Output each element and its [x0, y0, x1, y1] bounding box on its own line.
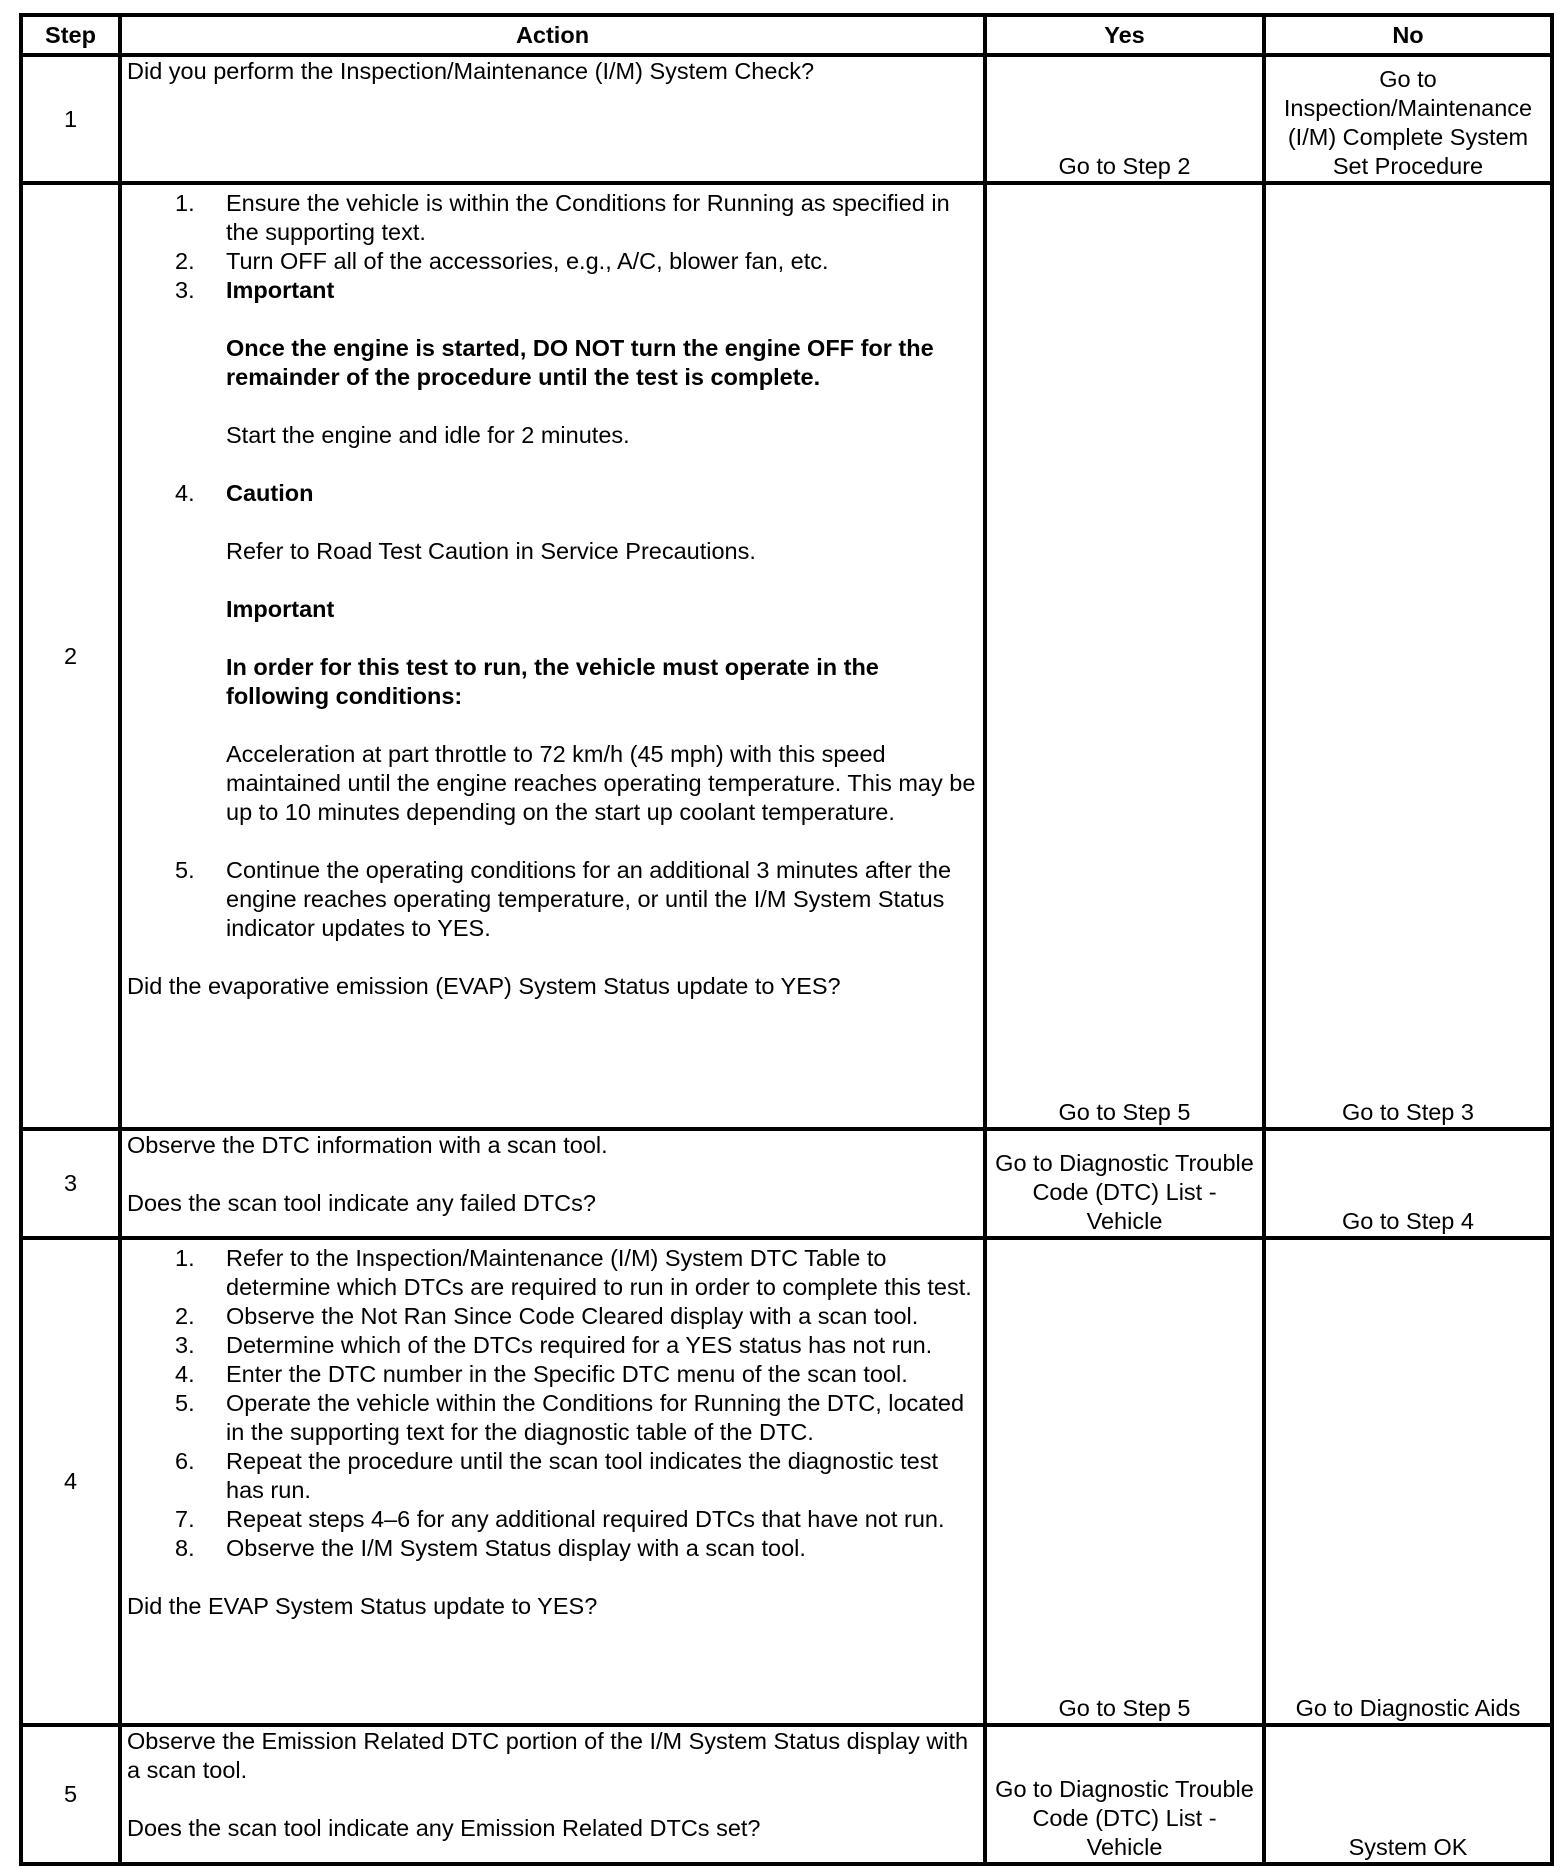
item-text: Determine which of the DTCs required for a YES status has not run. [226, 1332, 933, 1358]
item-number: 2. [175, 1303, 195, 1329]
yes-cell: Go to Step 5 [985, 1238, 1264, 1725]
step-number: 5 [21, 1725, 120, 1864]
item-number: 1. [175, 190, 195, 216]
item-number: 3. [175, 1332, 195, 1358]
important-note: Once the engine is started, DO NOT turn the engine OFF for the remainder of the procedure until the test is complete. [226, 335, 934, 390]
table-row-step-1 [21, 55, 1552, 183]
yes-cell: Go to Diagnostic Trouble Code (DTC) List - Vehicle [985, 1129, 1264, 1238]
item-number: 6. [175, 1448, 195, 1474]
list-item [127, 247, 978, 276]
item-number: 4. [175, 1361, 195, 1387]
list-item [127, 1244, 978, 1302]
action-cell [120, 1725, 985, 1864]
item-text: Turn OFF all of the accessories, e.g., A/C, blower fan, etc. [226, 248, 829, 274]
item-number: 7. [175, 1506, 195, 1532]
item-text: Repeat steps 4–6 for any additional required DTCs that have not run. [226, 1506, 945, 1532]
table-row-step-2 [21, 183, 1552, 1129]
table-row-step-5 [21, 1725, 1552, 1864]
item-number: 4. [175, 480, 195, 506]
item-text: Start the engine and idle for 2 minutes. [226, 422, 630, 448]
item-text: Observe the I/M System Status display with a scan tool. [226, 1535, 806, 1561]
question-text: Did the evaporative emission (EVAP) System Status update to YES? [127, 973, 841, 999]
yes-cell: Go to Step 5 [985, 183, 1264, 1129]
item-text: Ensure the vehicle is within the Conditions for Running as specified in the supporting text. [226, 190, 950, 245]
list-item [127, 856, 978, 943]
list-item [127, 1505, 978, 1534]
important-heading: Important [226, 277, 335, 303]
item-number: 1. [175, 1245, 195, 1271]
list-item [127, 189, 978, 247]
action-cell [120, 183, 985, 1129]
item-number: 5. [175, 857, 195, 883]
item-text: Continue the operating conditions for an additional 3 minutes after the engine reaches operating temperature, or until the I/M System Status indicator updates to YES. [226, 857, 952, 941]
item-text: Enter the DTC number in the Specific DTC menu of the scan tool. [226, 1361, 908, 1387]
diagnostic-table-container [19, 13, 1554, 1866]
list-item [127, 1534, 978, 1563]
important-heading: Important [226, 596, 335, 622]
item-text: Observe the Not Ran Since Code Cleared display with a scan tool. [226, 1303, 919, 1329]
item-text: Repeat the procedure until the scan tool indicates the diagnostic test has run. [226, 1448, 938, 1503]
action-cell [120, 1129, 985, 1238]
table-row-step-3 [21, 1129, 1552, 1238]
caution-heading: Caution [226, 480, 314, 506]
question-text: Did the EVAP System Status update to YES? [127, 1593, 598, 1619]
no-cell: Go to Step 3 [1264, 183, 1552, 1129]
header-step: Step [21, 15, 120, 55]
item-number: 3. [175, 277, 195, 303]
caution-text: Refer to Road Test Caution in Service Precautions. [226, 538, 756, 564]
question-text: Does the scan tool indicate any failed DTCs? [127, 1190, 596, 1216]
list-item [127, 1389, 978, 1447]
step-number: 3 [21, 1129, 120, 1238]
instruction-list [127, 1244, 978, 1563]
question-text: Does the scan tool indicate any Emission Related DTCs set? [127, 1815, 761, 1841]
item-text: Acceleration at part throttle to 72 km/h (45 mph) with this speed maintained until the engine reaches operating temperature. This may be up to 10 minutes depending on the start up coolant temperature. [226, 741, 976, 825]
instruction-list [127, 189, 978, 943]
step-number: 4 [21, 1238, 120, 1725]
item-number: 8. [175, 1535, 195, 1561]
diagnostic-table [19, 13, 1554, 1866]
yes-cell: Go to Diagnostic Trouble Code (DTC) List - Vehicle [985, 1725, 1264, 1864]
list-item [127, 276, 978, 479]
item-number: 5. [175, 1390, 195, 1416]
action-text: Observe the DTC information with a scan tool. [127, 1132, 608, 1158]
header-yes: Yes [985, 15, 1264, 55]
list-item [127, 1360, 978, 1389]
header-action: Action [120, 15, 985, 55]
list-item [127, 1302, 978, 1331]
list-item [127, 1447, 978, 1505]
yes-cell: Go to Step 2 [985, 55, 1264, 183]
no-cell: Go to Inspection/Maintenance (I/M) Complete System Set Procedure [1264, 55, 1552, 183]
table-row-step-4 [21, 1238, 1552, 1725]
action-cell [120, 55, 985, 183]
header-no: No [1264, 15, 1552, 55]
item-text: Refer to the Inspection/Maintenance (I/M) System DTC Table to determine which DTCs are required to run in order to complete this test. [226, 1245, 972, 1300]
item-number: 2. [175, 248, 195, 274]
action-cell [120, 1238, 985, 1725]
action-text: Observe the Emission Related DTC portion of the I/M System Status display with a scan tool. [127, 1728, 969, 1783]
no-cell: System OK [1264, 1725, 1552, 1864]
item-text: Operate the vehicle within the Conditions for Running the DTC, located in the supporting text for the diagnostic table of the DTC. [226, 1390, 965, 1445]
action-text: Did you perform the Inspection/Maintenance (I/M) System Check? [127, 58, 815, 84]
step-number: 2 [21, 183, 120, 1129]
important-note: In order for this test to run, the vehicle must operate in the following conditions: [226, 654, 879, 709]
no-cell: Go to Step 4 [1264, 1129, 1552, 1238]
list-item [127, 1331, 978, 1360]
no-cell: Go to Diagnostic Aids [1264, 1238, 1552, 1725]
list-item [127, 479, 978, 856]
header-row [21, 15, 1552, 55]
step-number: 1 [21, 55, 120, 183]
